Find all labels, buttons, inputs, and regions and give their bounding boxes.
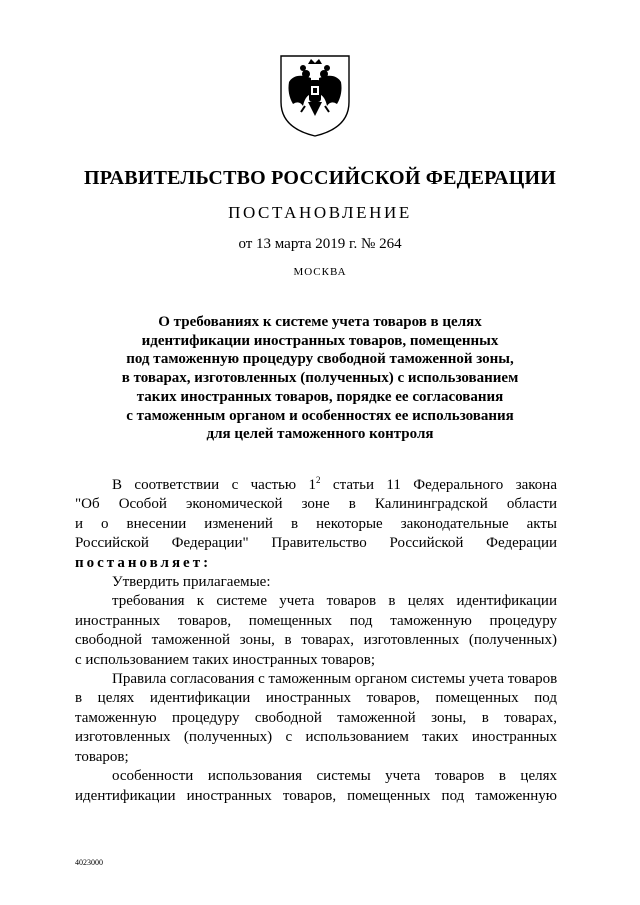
- coat-of-arms-icon: [275, 50, 355, 140]
- document-date-number: от 13 марта 2019 г. № 264: [238, 236, 402, 252]
- body-line: требования к системе учета товаров в целях идентификации: [112, 593, 557, 610]
- superscript: 2: [316, 475, 321, 485]
- government-title: ПРАВИТЕЛЬСТВО РОССИЙСКОЙ ФЕДЕРАЦИИ: [84, 167, 556, 189]
- body-line: Российской Федерации" Правительство Российской Федерации: [75, 535, 557, 552]
- body-line: свободной таможенной зоны, в товарах, изготовленных (полученных): [75, 632, 557, 649]
- body-line: особенности использования системы учета товаров в целях: [112, 768, 557, 785]
- subject-line: идентификации иностранных товаров, помещенных: [141, 332, 499, 349]
- body-line: таможенную процедуру свободной таможенной зоны, в товарах,: [75, 709, 557, 726]
- body-line: Правила согласования с таможенным органом системы учета товаров: [112, 671, 558, 688]
- subject-line: для целей таможенного контроля: [206, 426, 434, 443]
- body-line: [75, 554, 557, 573]
- body-line: Утвердить прилагаемые:: [112, 574, 271, 591]
- subject-line: в товарах, изготовленных (полученных) с использованием: [121, 370, 519, 387]
- subject-line: под таможенную процедуру свободной таможенной зоны,: [126, 351, 514, 368]
- document-subject: [80, 313, 560, 444]
- body-line: идентификации иностранных товаров, помещенных под таможенную: [75, 787, 557, 804]
- decree-word: постановляет:: [75, 554, 212, 571]
- body-line: изготовленных (полученных) с использованием таких иностранных: [75, 729, 557, 746]
- body-line: и о внесении изменений в некоторые законодательные акты: [75, 515, 557, 532]
- body-line: иностранных товаров, помещенных под таможенную процедуру: [75, 612, 557, 629]
- subject-line: О требованиях к системе учета товаров в целях: [158, 314, 482, 330]
- document-city: МОСКВА: [293, 266, 347, 278]
- body-line: в целях идентификации иностранных товаров, помещенных под: [75, 690, 557, 707]
- body-line: [75, 476, 557, 495]
- document-type: ПОСТАНОВЛЕНИЕ: [228, 203, 412, 222]
- subject-line: с таможенным органом и особенностях ее использования: [126, 407, 514, 424]
- text-fragment: В соответствии с частью 1: [112, 477, 317, 493]
- document-code: 4023000: [75, 858, 103, 867]
- subject-line: таких иностранных товаров, порядке ее согласования: [136, 388, 504, 405]
- text-fragment: статьи 11 Федерального закона: [320, 477, 557, 493]
- body-line: с использованием таких иностранных товаров;: [75, 651, 376, 668]
- body-line: "Об Особой экономической зоне в Калининградской области: [75, 496, 557, 513]
- document-body: [75, 476, 557, 806]
- body-line: товаров;: [75, 748, 129, 765]
